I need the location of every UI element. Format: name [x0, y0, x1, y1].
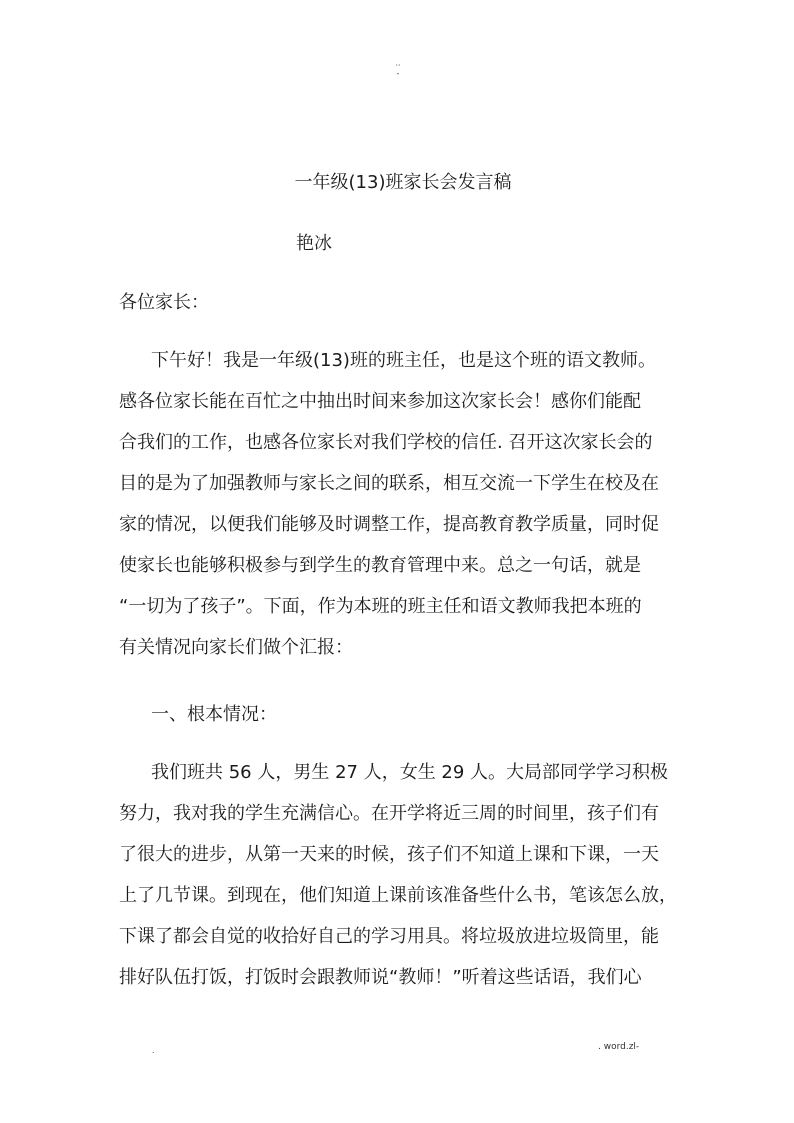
footer-right-mark: . word.zl- — [598, 1042, 640, 1052]
paragraph-line: 排好队伍打饭，打饭时会跟教师说“教师！”听着这些话语，我们心 — [119, 967, 642, 988]
paragraph-line: 使家长也能够积极参与到学生的教育管理中来。总之一句话，就是 — [119, 555, 641, 576]
paragraph-line: 上了几节课。到现在，他们知道上课前该准备些什么书，笔该怎么放， — [119, 885, 677, 906]
paragraph-line: “一切为了孩子”。下面，作为本班的班主任和语文教师我把本班的 — [119, 596, 642, 617]
paragraph-line: 了很大的进步，从第一天来的时候，孩子们不知道上课和下课，一天 — [119, 844, 659, 865]
page-header-mark: ·· - — [395, 61, 401, 78]
paragraph-line: 我们班共 56 人，男生 27 人，女生 29 人。大局部同学学习积极 — [151, 762, 669, 783]
paragraph-line: 感各位家长能在百忙之中抽出时间来参加这次家长会！感你们能配 — [119, 391, 641, 412]
paragraph-line: 下午好！我是一年级(13)班的班主任，也是这个班的语文教师。 — [151, 350, 656, 371]
paragraph-line: 合我们的工作，也感各位家长对我们学校的信任. 召开这次家长会的 — [119, 432, 653, 453]
basic-info-paragraph — [119, 752, 679, 998]
paragraph-line: 家的情况，以便我们能够及时调整工作，提高教育教学质量，同时促 — [119, 514, 659, 535]
footer-left-mark: . — [152, 1046, 155, 1055]
salutation: 各位家长： — [119, 292, 209, 313]
paragraph-line: 目的是为了加强教师与家长之间的联系，相互交流一下学生在校及在 — [119, 473, 659, 494]
section-heading: 一、根本情况： — [151, 704, 277, 725]
paragraph-line: 下课了都会自觉的收拾好自己的学习用具。将垃圾放进垃圾筒里，能 — [119, 926, 659, 947]
author-name: 艳冰 — [296, 233, 332, 254]
intro-paragraph — [119, 340, 679, 668]
paragraph-line: 努力，我对我的学生充满信心。在开学将近三周的时间里，孩子们有 — [119, 803, 659, 824]
paragraph-line: 有关情况向家长们做个汇报： — [119, 637, 353, 658]
document-title: 一年级(13)班家长会发言稿 — [294, 172, 512, 193]
